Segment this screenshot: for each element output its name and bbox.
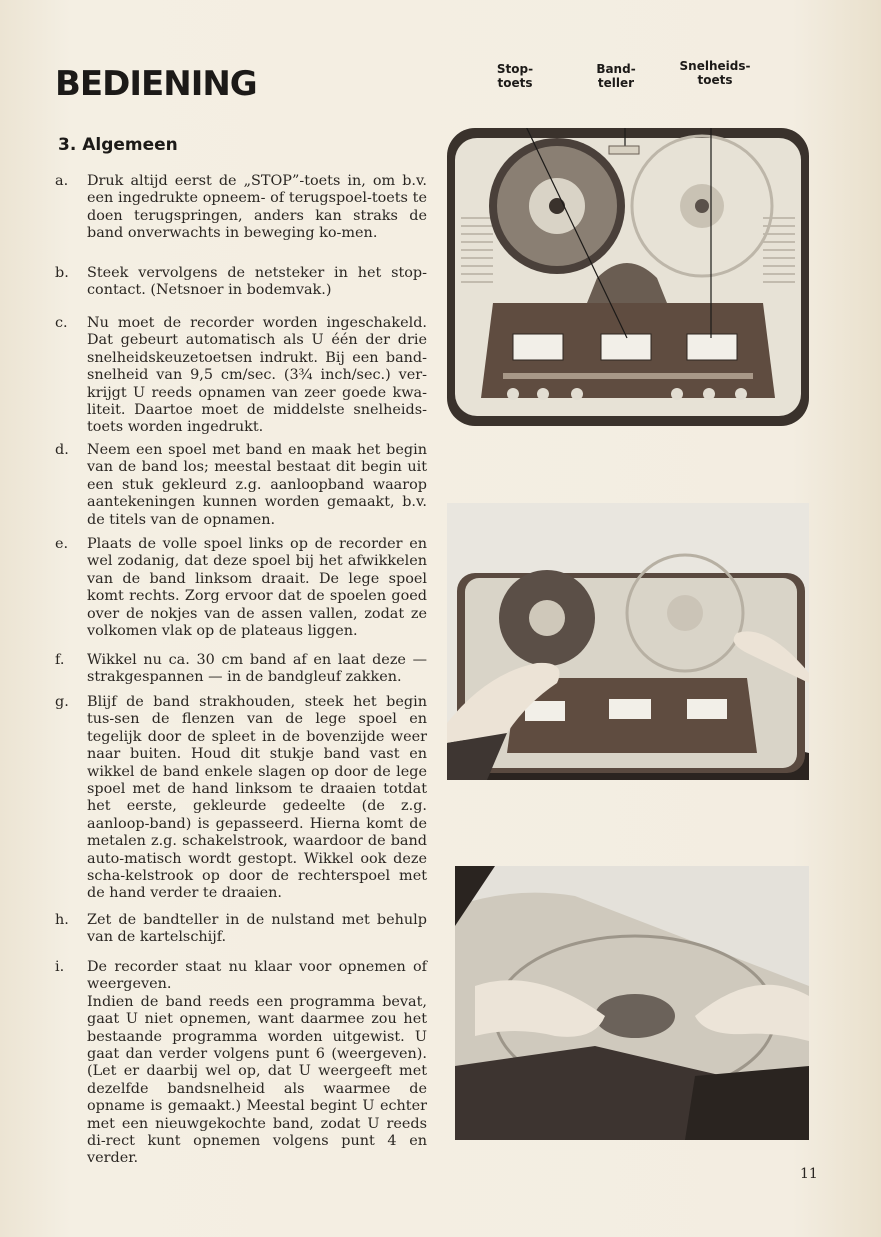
callout-speed-key bbox=[672, 59, 758, 87]
list-item-h bbox=[55, 912, 427, 947]
item-text: Nu moet de recorder worden ingeschakeld. Dat gebeurt automatisch als U één der drie snelheidskeuzetoetsen indrukt. Bij een band-snelheid van 9,5 cm/sec. (3¾ inch/sec.) ver-krijgt U reeds opnamen van zeer goede kwa-liteit. Daartoe moet de middelste snelheids-toets worden ingedrukt. bbox=[87, 315, 427, 436]
item-letter: i. bbox=[55, 959, 65, 975]
list-item-b bbox=[55, 265, 427, 300]
winding-photo bbox=[455, 866, 809, 1140]
threading-photo bbox=[447, 503, 809, 780]
item-text: Neem een spoel met band en maak het begin van de band los; meestal bestaat dit begin uit een stuk gekleurd z.g. aanloopband waarop aantekeningen kunnen worden gemaakt, b.v. de titels van de opnamen. bbox=[87, 442, 427, 528]
item-letter: h. bbox=[55, 912, 69, 928]
item-letter: c. bbox=[55, 315, 68, 331]
recorder-top-photo bbox=[447, 128, 809, 426]
item-text: Zet de bandteller in de nulstand met behulp van de kartelschijf. bbox=[87, 912, 427, 946]
list-item-i bbox=[55, 959, 427, 1168]
item-text: Steek vervolgens de netsteker in het stop-contact. (Netsnoer in bodemvak.) bbox=[87, 265, 427, 299]
callout-line: Stop- bbox=[496, 62, 534, 76]
page-number: 11 bbox=[800, 1166, 818, 1182]
list-item-d bbox=[55, 442, 427, 529]
item-text: Indien de band reeds een programma bevat, gaat U niet opnemen, want daarmee zou het bestaande programma worden uitgewist. U gaat dan verder volgens punt 6 (weergeven). (Let er daarbij wel op, dat U weergeeft met dezelfde bandsnelheid als waarmee de opname is gemaakt.) Meestal begint U echter met een nieuwgekochte band, zodat U reeds di-rect kunt opnemen volgens punt 4 en verder. bbox=[87, 993, 427, 1167]
callout-tape-counter bbox=[586, 62, 646, 90]
item-letter: f. bbox=[55, 652, 65, 668]
item-text: Druk altijd eerst de „STOP”-toets in, om b.v. een ingedrukte opneem- of terugspoel-toets te doen terugspringen, anders kan straks de band onverwachts in beweging ko-men. bbox=[87, 173, 427, 242]
section-heading: 3. Algemeen bbox=[58, 135, 178, 155]
item-text: Wikkel nu ca. 30 cm band af en laat deze — strakgespannen — in de bandgleuf zakken. bbox=[87, 652, 427, 686]
item-text: Plaats de volle spoel links op de recorder en wel zodanig, dat deze spoel bij het afwikkelen van de band linksom draait. De lege spoel komt rechts. Zorg ervoor dat de spoelen goed over de nokjes van de assen vallen, zodat ze volkomen vlak op de plateaus liggen. bbox=[87, 536, 427, 640]
callout-line: toets bbox=[497, 76, 533, 90]
callout-line: Band- bbox=[596, 62, 636, 76]
item-letter: g. bbox=[55, 694, 69, 710]
list-item-e bbox=[55, 536, 427, 640]
list-item-c bbox=[55, 315, 427, 437]
callout-line: Snelheids- bbox=[679, 59, 751, 73]
list-item-a bbox=[55, 173, 427, 243]
item-text: Blijf de band strakhouden, steek het begin tus-sen de flenzen van de lege spoel en tegelijk door de spleet in de bovenzijde weer naar buiten. Houd dit stukje band vast en wikkel de band enkele slagen op door de lege spoel met de hand linksom te draaien totdat het eerste, gekleurde gedeelte (de z.g. aanloop-band) is gepasseerd. Hierna komt de metalen z.g. schakelstrook, waardoor de band auto-matisch wordt gestopt. Wikkel ook deze scha-kelstrook op door de rechterspoel met de hand verder te draaien. bbox=[87, 694, 427, 902]
callout-line: toets bbox=[697, 73, 733, 87]
callout-stop-key bbox=[487, 62, 543, 90]
list-item-f bbox=[55, 652, 427, 687]
list-item-g bbox=[55, 694, 427, 903]
item-letter: e. bbox=[55, 536, 69, 552]
item-letter: a. bbox=[55, 173, 69, 189]
item-text: De recorder staat nu klaar voor opnemen of weergeven. bbox=[87, 959, 427, 993]
page-title: BEDIENING bbox=[55, 64, 257, 104]
item-letter: b. bbox=[55, 265, 69, 281]
item-letter: d. bbox=[55, 442, 69, 458]
callout-line: teller bbox=[597, 76, 635, 90]
